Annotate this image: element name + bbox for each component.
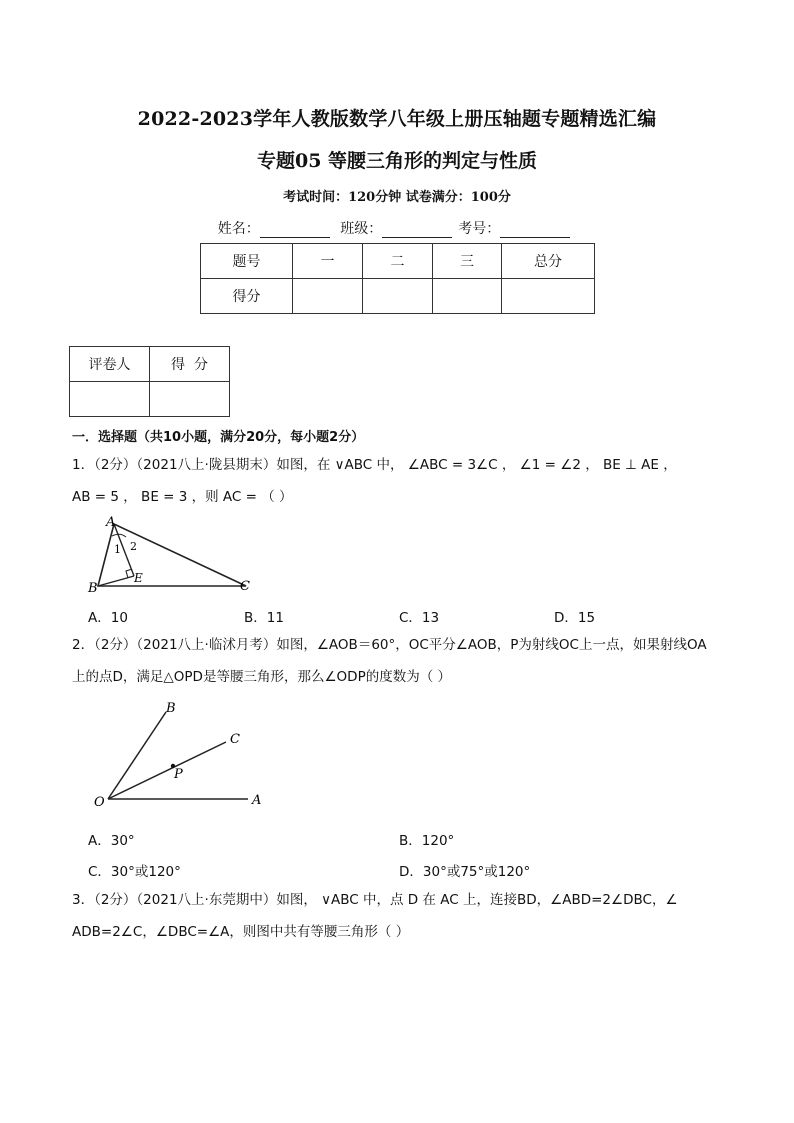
question-2-line2: 上的点D，满足△OPD是等腰三角形，那么∠ODP的度数为（ ） <box>72 669 451 685</box>
score-header-cell: 一 <box>293 244 363 279</box>
score-cell[interactable] <box>363 279 433 314</box>
score-cell[interactable] <box>293 279 363 314</box>
score-table-row <box>201 279 595 314</box>
ray-oc <box>108 742 226 799</box>
q1-option-d[interactable]: D．15 <box>554 610 596 626</box>
grader-score-label: 得 分 <box>150 347 230 382</box>
name-label: 姓名： <box>217 221 260 237</box>
section-title: 一．选择题（共10小题，满分20分，每小题2分） <box>72 430 365 445</box>
question-1-figure <box>84 516 264 596</box>
label-o: O <box>94 795 105 810</box>
q1-option-a[interactable]: A．10 <box>88 610 128 626</box>
grader-score-cell[interactable] <box>150 382 230 417</box>
label-a: A <box>252 793 262 808</box>
q1-option-b[interactable]: B．11 <box>244 610 284 626</box>
grader-table <box>69 346 230 417</box>
label-a: A <box>106 516 116 530</box>
score-table-header-row <box>201 244 595 279</box>
score-row-label: 得分 <box>201 279 293 314</box>
number-label: 考号： <box>458 221 501 237</box>
label-angle-2: 2 <box>130 540 137 553</box>
score-header-cell: 总分 <box>502 244 595 279</box>
question-3-line2: ADB=2∠C，∠DBC=∠A，则图中共有等腰三角形（ ） <box>72 924 410 940</box>
score-cell[interactable] <box>502 279 595 314</box>
name-field[interactable] <box>260 223 330 238</box>
label-b: B <box>88 581 98 596</box>
student-info-row <box>0 218 794 238</box>
document-subtitle: 专题05 等腰三角形的判定与性质 <box>256 150 538 172</box>
score-cell[interactable] <box>433 279 502 314</box>
q2-option-d[interactable]: D．30°或75°或120° <box>399 864 531 880</box>
question-3-line1: 3．（2分）（2021八上·东莞期中）如图， ∨ABC 中，点 D 在 AC 上，连接BD，∠ABD=2∠DBC，∠ <box>72 892 678 908</box>
question-2-figure <box>90 700 270 812</box>
grader-label: 评卷人 <box>70 347 150 382</box>
exam-info: 考试时间：120分钟 试卷满分：100分 <box>283 190 511 205</box>
question-2-line1: 2．（2分）（2021八上·临沭月考）如图，∠AOB＝60°，OC平分∠AOB，P为射线OC上一点，如果射线OA <box>72 637 707 653</box>
q2-option-b[interactable]: B．120° <box>399 833 455 849</box>
ray-ob <box>108 712 166 799</box>
score-header-cell: 题号 <box>201 244 293 279</box>
label-angle-1: 1 <box>114 543 121 556</box>
document-title: 2022-2023学年人教版数学八年级上册压轴题专题精选汇编 <box>137 108 657 130</box>
q2-option-c[interactable]: C．30°或120° <box>88 864 181 880</box>
score-header-cell: 三 <box>433 244 502 279</box>
segment-be <box>98 576 134 586</box>
class-field[interactable] <box>382 223 452 238</box>
q2-option-a[interactable]: A．30° <box>88 833 135 849</box>
q1-option-c[interactable]: C．13 <box>399 610 440 626</box>
label-e: E <box>134 571 143 585</box>
label-b: B <box>166 701 176 716</box>
number-field[interactable] <box>500 223 570 238</box>
question-1-line2: AB = 5 ， BE = 3 ，则 AC = （ ） <box>72 489 293 505</box>
question-1-line1: 1．（2分）（2021八上·陇县期末）如图，在 ∨ABC 中， ∠ABC = 3∠C ， ∠1 = ∠2 ， BE ⊥ AE ， <box>72 457 677 473</box>
score-table <box>200 243 595 314</box>
label-c: C <box>230 732 240 747</box>
label-c: C <box>240 579 250 594</box>
score-header-cell: 二 <box>363 244 433 279</box>
grader-name-cell[interactable] <box>70 382 150 417</box>
label-p: P <box>174 767 183 782</box>
class-label: 班级： <box>340 221 383 237</box>
